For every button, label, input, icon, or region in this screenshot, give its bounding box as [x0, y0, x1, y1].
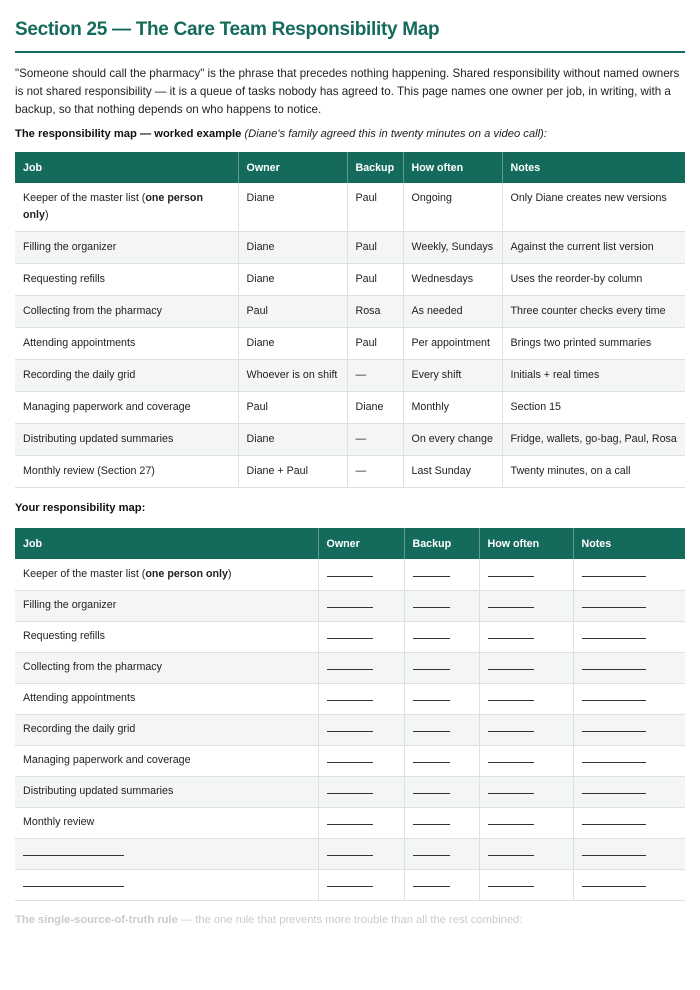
- blank-line[interactable]: [413, 661, 450, 670]
- cell-backup: Paul: [347, 183, 403, 232]
- blank-line[interactable]: [327, 599, 373, 608]
- blank-line[interactable]: [327, 630, 373, 639]
- cell-notes[interactable]: [573, 776, 685, 807]
- cell-often[interactable]: [479, 838, 573, 869]
- blank-line[interactable]: [327, 661, 373, 670]
- col-header: Backup: [404, 528, 479, 559]
- blank-line[interactable]: [582, 599, 646, 608]
- blank-line[interactable]: [413, 785, 450, 794]
- blank-line[interactable]: [488, 816, 534, 825]
- cell-owner: Paul: [238, 392, 347, 424]
- cell-job: [15, 590, 318, 621]
- blank-line[interactable]: [488, 847, 534, 856]
- table-row: [15, 392, 685, 424]
- cell-notes: Brings two printed summaries: [502, 328, 685, 360]
- blank-line[interactable]: [413, 878, 450, 887]
- cell-often[interactable]: [479, 714, 573, 745]
- table-row: [15, 683, 685, 714]
- cell-owner[interactable]: [318, 590, 404, 621]
- your-map-label: Your responsibility map:: [15, 502, 146, 514]
- cell-owner[interactable]: [318, 559, 404, 590]
- cell-often: Wednesdays: [403, 264, 502, 296]
- cell-job-text: Monthly review (Section 27): [23, 465, 155, 477]
- cell-notes[interactable]: [573, 683, 685, 714]
- blank-line[interactable]: [327, 754, 373, 763]
- cell-often: Ongoing: [403, 183, 502, 232]
- cell-notes[interactable]: [573, 621, 685, 652]
- cell-job-text: Managing paperwork and coverage: [23, 754, 191, 766]
- cell-notes: Fridge, wallets, go-bag, Paul, Rosa: [502, 424, 685, 456]
- blank-line[interactable]: [413, 816, 450, 825]
- cell-owner: Whoever is on shift: [238, 360, 347, 392]
- cell-job-text: Requesting refills: [23, 273, 105, 285]
- cell-job-text: Attending appointments: [23, 692, 136, 704]
- cell-job: [15, 714, 318, 745]
- blank-line[interactable]: [413, 599, 450, 608]
- blank-line[interactable]: [488, 878, 534, 887]
- cell-notes: Initials + real times: [502, 360, 685, 392]
- blank-line[interactable]: [327, 568, 373, 577]
- cell-job-text: Requesting refills: [23, 630, 105, 642]
- cell-job: [15, 296, 238, 328]
- cell-backup[interactable]: [404, 590, 479, 621]
- footer-note: [15, 914, 685, 926]
- cell-often: Last Sunday: [403, 456, 502, 488]
- col-header: How often: [403, 152, 502, 183]
- cell-backup[interactable]: [404, 714, 479, 745]
- blank-line[interactable]: [327, 816, 373, 825]
- table-row: [15, 456, 685, 488]
- cell-notes[interactable]: [573, 590, 685, 621]
- cell-notes: Section 15: [502, 392, 685, 424]
- table-row: [15, 296, 685, 328]
- cell-job-text: Attending appointments: [23, 337, 136, 349]
- col-header: How often: [479, 528, 573, 559]
- table-row: [15, 183, 685, 232]
- cell-backup[interactable]: [404, 745, 479, 776]
- cell-notes[interactable]: [573, 714, 685, 745]
- example-label-note: (Diane's family agreed this in twenty minutes on a video call):: [244, 128, 547, 140]
- cell-often[interactable]: [479, 776, 573, 807]
- cell-job-text: Keeper of the master list (: [23, 192, 146, 204]
- example-label-bold: The responsibility map — worked example: [15, 128, 242, 140]
- cell-job: [15, 776, 318, 807]
- blank-line[interactable]: [327, 847, 373, 856]
- cell-owner[interactable]: [318, 745, 404, 776]
- cell-owner: Paul: [238, 296, 347, 328]
- title-divider: [15, 51, 685, 53]
- cell-backup[interactable]: [404, 652, 479, 683]
- blank-line[interactable]: [582, 661, 646, 670]
- cell-owner[interactable]: [318, 807, 404, 838]
- table-row: [15, 621, 685, 652]
- col-header: Notes: [502, 152, 685, 183]
- cell-job: [15, 559, 318, 590]
- example-table: [15, 152, 685, 488]
- cell-often: Monthly: [403, 392, 502, 424]
- blank-line[interactable]: [327, 692, 373, 701]
- table-row: [15, 776, 685, 807]
- cell-backup[interactable]: [404, 869, 479, 900]
- cell-notes: Only Diane creates new versions: [502, 183, 685, 232]
- cell-often: Per appointment: [403, 328, 502, 360]
- cell-owner: Diane: [238, 328, 347, 360]
- blank-line[interactable]: [327, 723, 373, 732]
- cell-job-text: Collecting from the pharmacy: [23, 305, 162, 317]
- cell-job: [15, 360, 238, 392]
- blank-line[interactable]: [413, 723, 450, 732]
- cell-backup: Diane: [347, 392, 403, 424]
- cell-owner[interactable]: [318, 838, 404, 869]
- cell-owner[interactable]: [318, 621, 404, 652]
- cell-job: [15, 745, 318, 776]
- table-row: [15, 328, 685, 360]
- cell-backup[interactable]: [404, 559, 479, 590]
- blank-line[interactable]: [582, 630, 646, 639]
- cell-job-text: Monthly review: [23, 816, 95, 828]
- table-row: [15, 807, 685, 838]
- cell-often[interactable]: [479, 869, 573, 900]
- cell-notes[interactable]: [573, 838, 685, 869]
- cell-job-text: Filling the organizer: [23, 599, 117, 611]
- col-header: Backup: [347, 152, 403, 183]
- cell-backup: Paul: [347, 232, 403, 264]
- blank-line[interactable]: [582, 847, 646, 856]
- cell-backup: Paul: [347, 264, 403, 296]
- cell-job-text: Distributing updated summaries: [23, 433, 174, 445]
- cell-notes: Three counter checks every time: [502, 296, 685, 328]
- cell-job: [15, 621, 318, 652]
- cell-job: [15, 264, 238, 296]
- cell-owner: Diane + Paul: [238, 456, 347, 488]
- page-title: Section 25 — The Care Team Responsibility Map: [15, 19, 440, 40]
- col-header: Job: [15, 152, 238, 183]
- blank-line[interactable]: [23, 847, 124, 856]
- cell-owner: Diane: [238, 232, 347, 264]
- cell-job-text: Recording the daily grid: [23, 369, 136, 381]
- cell-notes: Against the current list version: [502, 232, 685, 264]
- cell-backup[interactable]: [404, 621, 479, 652]
- cell-job: [15, 652, 318, 683]
- cell-job-text: Managing paperwork and coverage: [23, 401, 191, 413]
- blank-line[interactable]: [413, 847, 450, 856]
- cell-notes[interactable]: [573, 559, 685, 590]
- cell-often: Every shift: [403, 360, 502, 392]
- footer-note-rest: — the one rule that prevents more trouble than all the rest combined:: [177, 913, 523, 926]
- cell-job-end: ): [227, 567, 232, 580]
- blank-line[interactable]: [413, 568, 450, 577]
- cell-job-text: Collecting from the pharmacy: [23, 661, 162, 673]
- cell-backup[interactable]: [404, 807, 479, 838]
- blank-line[interactable]: [582, 785, 646, 794]
- blank-line[interactable]: [582, 878, 646, 887]
- table-row: [15, 424, 685, 456]
- cell-notes: Uses the reorder-by column: [502, 264, 685, 296]
- cell-often[interactable]: [479, 745, 573, 776]
- blank-line[interactable]: [582, 568, 646, 577]
- col-header: Owner: [318, 528, 404, 559]
- cell-often: As needed: [403, 296, 502, 328]
- cell-backup[interactable]: [404, 838, 479, 869]
- cell-often[interactable]: [479, 559, 573, 590]
- your-map-table: [15, 528, 685, 901]
- cell-owner: Diane: [238, 424, 347, 456]
- cell-often[interactable]: [479, 683, 573, 714]
- table-row: [15, 559, 685, 590]
- cell-job: [15, 232, 238, 264]
- blank-line[interactable]: [488, 723, 534, 732]
- cell-job-text: Recording the daily grid: [23, 723, 136, 735]
- cell-job: [15, 328, 238, 360]
- cell-notes[interactable]: [573, 745, 685, 776]
- col-header: Job: [15, 528, 318, 559]
- blank-line[interactable]: [413, 754, 450, 763]
- cell-job-bold: one person only: [23, 192, 203, 221]
- cell-backup: —: [347, 456, 403, 488]
- blank-line[interactable]: [327, 785, 373, 794]
- cell-often[interactable]: [479, 807, 573, 838]
- cell-notes[interactable]: [573, 807, 685, 838]
- blank-line[interactable]: [413, 692, 450, 701]
- example-header-row: [15, 152, 685, 183]
- table-row: [15, 838, 685, 869]
- blank-line[interactable]: [413, 630, 450, 639]
- cell-owner: Diane: [238, 183, 347, 232]
- example-label: [15, 125, 685, 143]
- blank-line[interactable]: [582, 754, 646, 763]
- cell-job[interactable]: [15, 869, 318, 900]
- cell-job-end: ): [44, 209, 49, 221]
- cell-job-text: Keeper of the master list (: [23, 567, 146, 580]
- cell-job: [15, 683, 318, 714]
- blank-line[interactable]: [582, 692, 646, 701]
- blank-line[interactable]: [488, 785, 534, 794]
- table-row: [15, 590, 685, 621]
- blank-line[interactable]: [582, 723, 646, 732]
- blank-line[interactable]: [488, 661, 534, 670]
- cell-job: [15, 183, 238, 232]
- cell-job: [15, 456, 238, 488]
- cell-backup: Paul: [347, 328, 403, 360]
- table-row: [15, 264, 685, 296]
- cell-job[interactable]: [15, 838, 318, 869]
- footer-note-bold: The single-source-of-truth rule: [15, 913, 178, 926]
- cell-backup: Rosa: [347, 296, 403, 328]
- cell-often[interactable]: [479, 652, 573, 683]
- blank-line[interactable]: [488, 599, 534, 608]
- cell-owner[interactable]: [318, 869, 404, 900]
- cell-often[interactable]: [479, 621, 573, 652]
- cell-job-text: Filling the organizer: [23, 241, 117, 253]
- cell-job-text: Distributing updated summaries: [23, 785, 174, 797]
- cell-owner[interactable]: [318, 652, 404, 683]
- table-row: [15, 869, 685, 900]
- cell-often: Weekly, Sundays: [403, 232, 502, 264]
- blank-line[interactable]: [488, 754, 534, 763]
- cell-owner[interactable]: [318, 714, 404, 745]
- blank-line[interactable]: [327, 878, 373, 887]
- cell-notes[interactable]: [573, 869, 685, 900]
- cell-job: [15, 392, 238, 424]
- table-row: [15, 360, 685, 392]
- cell-backup: —: [347, 424, 403, 456]
- table-row: [15, 652, 685, 683]
- cell-backup[interactable]: [404, 776, 479, 807]
- blank-line[interactable]: [488, 692, 534, 701]
- blank-line[interactable]: [23, 878, 124, 887]
- cell-owner[interactable]: [318, 683, 404, 714]
- table-row: [15, 714, 685, 745]
- cell-job-bold: one person only: [145, 567, 228, 580]
- table-row: [15, 745, 685, 776]
- intro-paragraph: "Someone should call the pharmacy" is the phrase that precedes nothing happening. Shared responsibility without named owners is not shared responsibility — it is a queue of tasks nobody has agreed to. This page names one owner per job, in writing, with a backup, so that nothing depends on who happens to notice.: [15, 67, 680, 116]
- cell-job: [15, 424, 238, 456]
- cell-notes[interactable]: [573, 652, 685, 683]
- cell-backup[interactable]: [404, 683, 479, 714]
- cell-often[interactable]: [479, 590, 573, 621]
- col-header: Notes: [573, 528, 685, 559]
- col-header: Owner: [238, 152, 347, 183]
- table-row: [15, 232, 685, 264]
- cell-notes: Twenty minutes, on a call: [502, 456, 685, 488]
- cell-job: [15, 807, 318, 838]
- blank-line[interactable]: [488, 630, 534, 639]
- cell-backup: —: [347, 360, 403, 392]
- blank-line[interactable]: [582, 816, 646, 825]
- cell-owner: Diane: [238, 264, 347, 296]
- cell-owner[interactable]: [318, 776, 404, 807]
- cell-often: On every change: [403, 424, 502, 456]
- blank-line[interactable]: [488, 568, 534, 577]
- your-header-row: [15, 528, 685, 559]
